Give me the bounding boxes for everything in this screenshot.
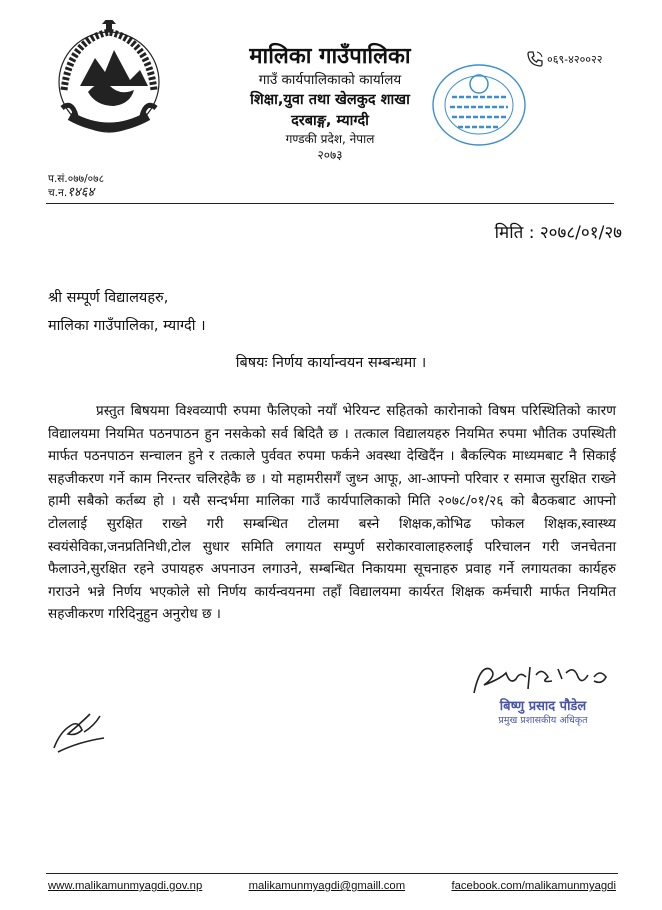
facebook-link[interactable]: facebook.com/malikamunmyagdi <box>451 880 616 892</box>
recipient-line-2: मालिका गाउँपालिका, म्याग्दी । <box>48 318 206 334</box>
email-link[interactable]: malikamunmyagdi@gmaill.com <box>248 880 406 892</box>
letter-date: मिति : २०७८/०१/२७ <box>494 223 622 243</box>
footer-divider <box>46 873 618 874</box>
recipient-line-1: श्री सम्पूर्ण विद्यालयहरु, <box>48 290 169 306</box>
province: गण्डकी प्रदेश, नेपाल <box>285 132 375 146</box>
signatory-name: बिष्णु प्रसाद पौडेल <box>499 699 587 714</box>
nepal-emblem-logo <box>50 20 168 138</box>
initials-signature-image <box>48 702 112 754</box>
phone-number: ०६९-४२००२२ <box>547 52 603 66</box>
header-divider <box>46 203 614 204</box>
letter-reference-number: प.सं.०७७/०७८ <box>48 173 105 185</box>
office-stamp <box>430 62 528 148</box>
dispatch-label: च.न. <box>48 187 68 199</box>
phone-icon <box>526 50 544 68</box>
signatory-stamp <box>468 698 618 727</box>
signatory-title: प्रमुख प्रशासकीय अधिकृत <box>498 715 588 726</box>
office-location: दरबाङ्ग, म्याग्दी <box>291 113 369 129</box>
dispatch-number <box>48 186 94 200</box>
phone-contact <box>526 50 602 68</box>
letter-body: प्रस्तुत बिषयमा विश्वव्यापी रुपमा फैलिएको नयाँ भेरियन्ट सहितको कारोनाको विषम परिस्थितिको कारण विद्यालयमा नियमित पठनपाठन हुन नसकेको सर्व बिदितै छ । तत्काल विद्यालयहरु नियमित रुपमा भौतिक उपस्थिती मार्फत पठनपाठन सन्चालन हुने र तत्काले पुर्ववत रुपमा फर्कने अवस्था देखिदैंन । बैकल्पिक माध्यमबाट नै सिकाई सहजीकरण गर्ने काम निरन्तर चलिरहेकै छ । यो महामरीसगँ जुध्न आफू, आ-आफ्नो परिवार र समाज सुरक्षित राख्ने हामी सबैको कर्तब्य हो । यसै सन्दर्भमा मालिका गाउँ कार्यपालिकाको मिति २०७८/०१/२६ को बैठकबाट आफ्नो टोललाई सुरक्षित राख्ने गरी सम्बन्धित टोलमा बस्ने शिक्षक,कोभिढ फोकल शिक्षक,स्वास्थ्य स्वयंसेविका,जनप्रतिनिधी,टोल सुधार समिति लगायत सम्पुर्ण सरोकारवालाहरुलाई परिचालन गरी जनचेतना फैलाउने,सुरक्षित रहने उपायहरु अपनाउन लगाउने, सम्बन्धित निकायमा सूचनाहरु प्रवाह गर्ने लगायतका कार्यहरु गराउने भन्ने निर्णय भएकोले सो निर्णय कार्यन्वयनमा तहाँ विद्यालयमा कार्यरत शिक्षक कर्मचारी मार्फत नियमित सहजीकरण गरिदिनुहुन अनुरोध छ । <box>48 403 616 623</box>
signature-image <box>470 655 620 701</box>
dispatch-value: १४६४ <box>67 185 95 200</box>
footer <box>48 880 616 892</box>
established-year: २०७३ <box>317 148 343 162</box>
org-name: मालिका गाउँपालिका <box>249 44 411 69</box>
letter-subject: बिषयः निर्णय कार्यान्वयन सम्बन्धमा । <box>235 355 427 371</box>
office-name: गाउँ कार्यपालिकाको कार्यालय <box>258 72 402 88</box>
section-name: शिक्षा,युवा तथा खेलकुद शाखा <box>250 92 410 108</box>
website-link[interactable]: www.malikamunmyagdi.gov.np <box>48 880 203 892</box>
